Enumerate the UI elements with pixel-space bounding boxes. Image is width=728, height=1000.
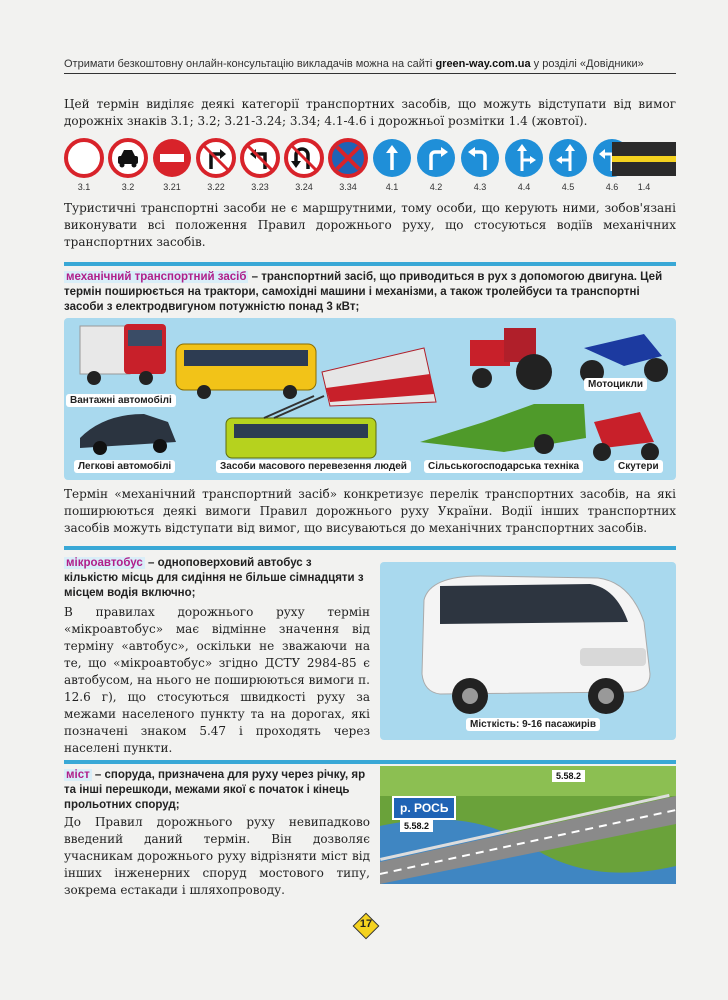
sign-label: 4.6 (605, 182, 619, 192)
vehicles-illustration (64, 318, 676, 480)
sign-4-3-icon (460, 138, 500, 178)
mechanical-definition (64, 270, 676, 315)
sign-code-label: 5.58.2 (552, 770, 585, 782)
sign-4-5-icon (548, 138, 588, 178)
definition-text: – одноповерховий автобус з кількістю місць для сидіння не більше сімнадцяти з місцем водія включно; (64, 557, 364, 599)
road-signs-row (64, 138, 676, 198)
sign-label: 3.21 (163, 182, 181, 192)
caption-cars: Легкові автомобілі (74, 460, 175, 473)
bridge-definition (64, 768, 376, 813)
bridge-paragraph: До Правил дорожнього руху невипадково введений даний термін. Він дозволяє учасникам дорожнього руху відрізняти міст від інших інженерних споруд мостового типу, зокрема естакади і шляхопроводу. (64, 815, 370, 897)
sign-code-label: 5.58.2 (400, 820, 433, 832)
sign-label: 3.2 (121, 182, 135, 192)
sign-label: 3.1 (77, 182, 91, 192)
caption-motorcycles: Мотоцикли (584, 378, 647, 391)
header-text-end: у розділі «Довідники» (530, 58, 644, 70)
page-number-text: 17 (359, 918, 373, 930)
sign-3-22-icon (196, 138, 236, 178)
bridge-illustration (380, 766, 676, 884)
term-minibus: мікроавтобус (66, 557, 143, 569)
sign-3-24-icon (284, 138, 324, 178)
header-text: Отримати безкоштовну онлайн-консультацію викладачів можна на сайті (64, 58, 436, 70)
definition-text: – транспортний засіб, що приводиться в рух з допомогою двигуна. Цей термін поширюється на трактори, самохідні машини і механізми, а також тролейбуси та транспортні засоби з електродвигуном потужністю понад 3 кВт; (64, 271, 663, 313)
definition-text: – споруда, призначена для руху через річку, яр та інші перешкоди, межами якої є початок і кінець прольотних споруд; (64, 769, 366, 811)
sign-4-4-icon (504, 138, 544, 178)
sign-label: 3.23 (251, 182, 269, 192)
sign-4-1-icon (372, 138, 412, 178)
marking-1-4-icon (612, 142, 676, 176)
caption-minibus-capacity: Місткість: 9-16 пасажирів (466, 718, 600, 731)
sign-label: 4.1 (385, 182, 399, 192)
term-bridge: міст (66, 769, 90, 781)
sign-label: 4.4 (517, 182, 531, 192)
sign-label: 4.3 (473, 182, 487, 192)
section-divider (64, 760, 676, 764)
sign-label: 3.22 (207, 182, 225, 192)
river-sign: р. РОСЬ (392, 796, 456, 820)
caption-public-transport: Засоби масового перевезення людей (216, 460, 411, 473)
tourist-paragraph: Туристичні транспортні засоби не є маршрутними, тому особи, що керують ними, зобов'язані виконувати всі положення Правил дорожнього руху, що стосуються водіїв механічних транспортних засобів. (64, 201, 676, 249)
caption-trucks: Вантажні автомобілі (66, 394, 176, 407)
sign-3-1-icon (64, 138, 104, 178)
section-divider (64, 262, 676, 266)
sign-3-23-icon (240, 138, 280, 178)
sign-label: 1.4 (637, 182, 651, 192)
sign-3-34-icon (328, 138, 368, 178)
header-site-link[interactable]: green-way.com.ua (435, 58, 531, 70)
mechanical-paragraph: Термін «механічний транспортний засіб» конкретизує перелік транспортних засобів, на які поширюються деякі вимоги Правил дорожнього руху України. Водії інших транспортних засобів можуть відступати від вимог, що висуваються до механічних транспортних засобів. (64, 487, 676, 535)
minibus-icon (380, 562, 676, 740)
sign-label: 4.2 (429, 182, 443, 192)
sign-label: 4.5 (561, 182, 575, 192)
intro-paragraph: Цей термін виділяє деякі категорії транспортних засобів, що можуть відступати від вимог дорожніх знаків 3.1; 3.2; 3.21-3.24; 3.34; 4.1-4.6 і дорожньої розмітки 1.4 (жовтої). (64, 97, 676, 128)
page-header (64, 58, 676, 74)
minibus-illustration (380, 562, 676, 740)
section-divider (64, 546, 676, 550)
caption-scooters: Скутери (614, 460, 663, 473)
minibus-paragraph: В правилах дорожнього руху термін «мікроавтобус» має відмінне значення від терміну «автобус», оскільки не зважаючи на те, що «мікроавтобус» згідно ДСТУ 2984-85 є автобусом, на нього не поширюються вимоги п. 12.6 г), що стосуються швидкості руху за межами населеного пункту та на дорогах, які позначені знаком 5.47 і проходять через населені пункти. (64, 605, 370, 755)
sign-label: 3.34 (339, 182, 357, 192)
page-number (352, 912, 380, 940)
term-mechanical: механічний транспортний засіб (66, 271, 247, 283)
sign-label: 3.24 (295, 182, 313, 192)
sign-4-2-icon (416, 138, 456, 178)
sign-3-21-icon (152, 138, 192, 178)
caption-agricultural: Сільськогосподарська техніка (424, 460, 583, 473)
sign-3-2-icon (108, 138, 148, 178)
minibus-definition (64, 556, 364, 601)
